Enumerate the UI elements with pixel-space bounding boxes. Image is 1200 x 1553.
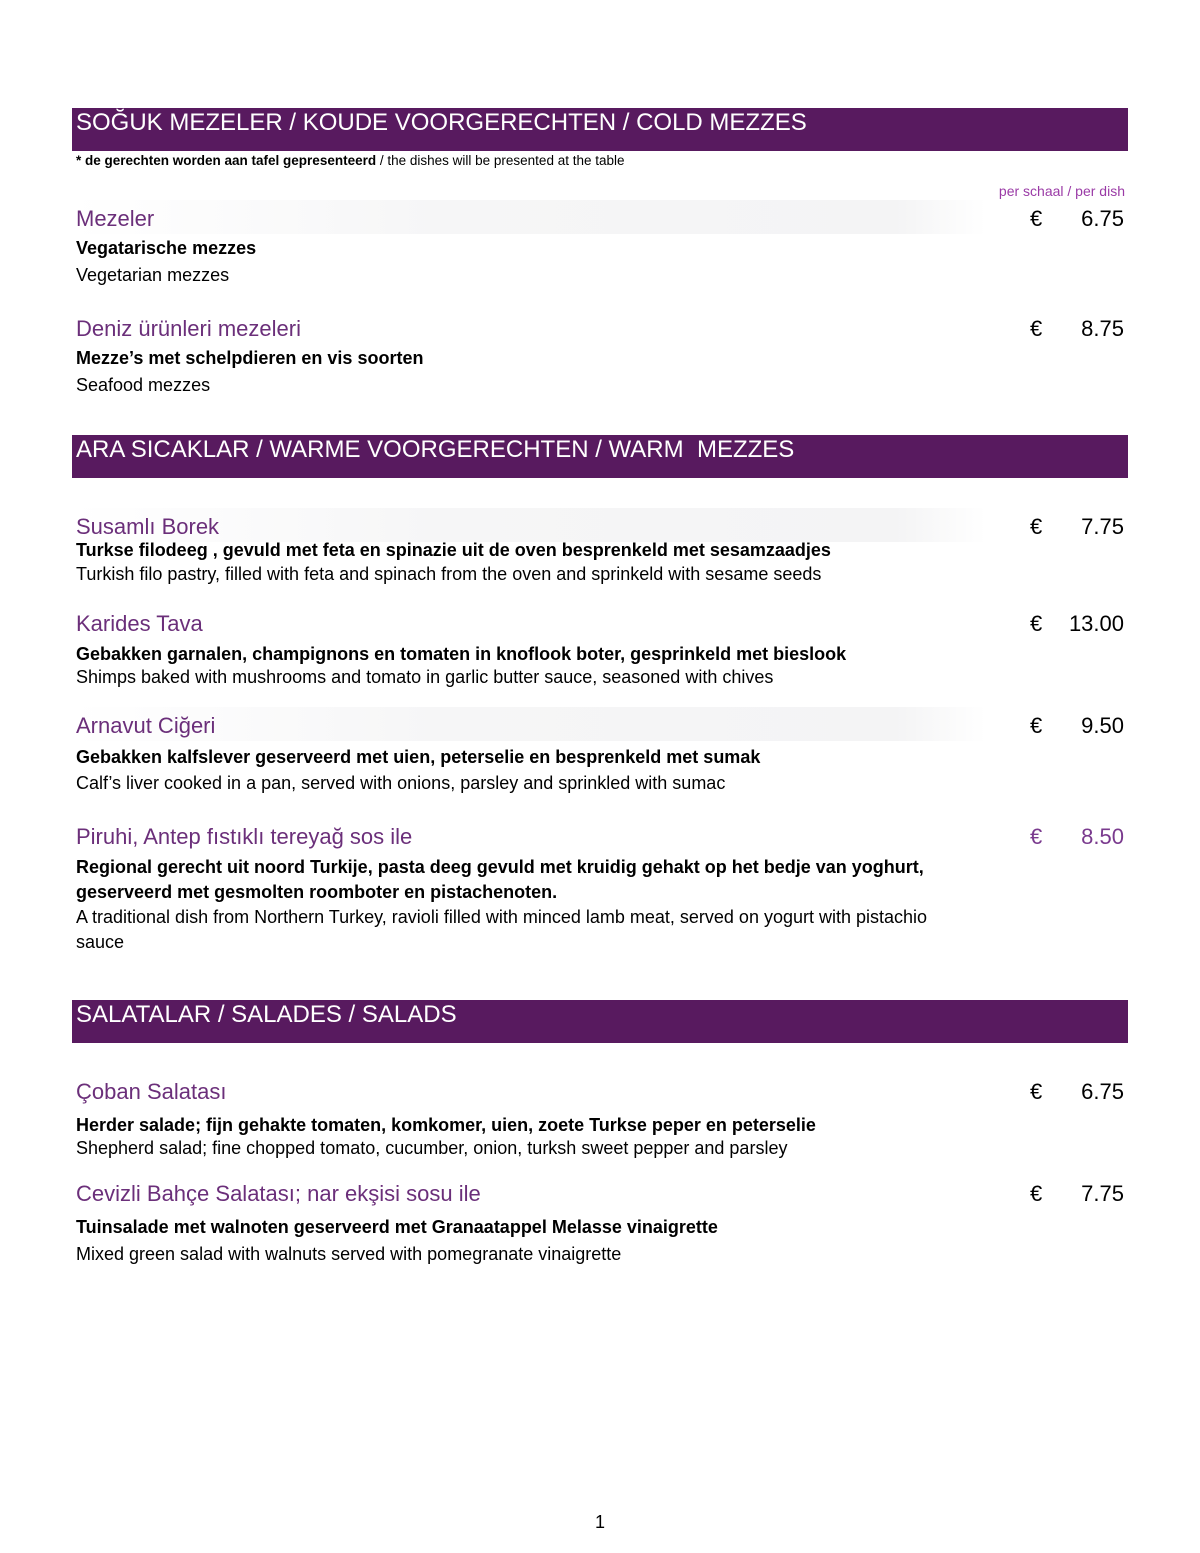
item-price: 7.75 [1081, 514, 1124, 539]
item-name: Arnavut Ciğeri [76, 713, 216, 738]
item-name: Piruhi, Antep fıstıklı tereyağ sos ile [76, 824, 413, 849]
currency-symbol: € [1030, 611, 1043, 636]
item-price: 8.50 [1081, 824, 1124, 849]
item-name: Susamlı Borek [76, 514, 220, 539]
item-name-shading [72, 200, 986, 234]
item-price: 6.75 [1081, 1079, 1124, 1104]
item-description-nl: Mezze’s met schelpdieren en vis soorten [76, 348, 424, 368]
currency-symbol: € [1030, 824, 1043, 849]
item-description-nl: Herder salade; fijn gehakte tomaten, komkomer, uien, zoete Turkse peper en peterselie [76, 1115, 816, 1135]
item-price: 7.75 [1081, 1181, 1124, 1206]
currency-symbol: € [1030, 1079, 1043, 1104]
currency-symbol: € [1030, 316, 1043, 341]
item-name: Deniz ürünleri mezeleri [76, 316, 301, 341]
item-name: Karides Tava [76, 611, 203, 636]
currency-symbol: € [1030, 1181, 1043, 1206]
item-description-en: A traditional dish from Northern Turkey, ravioli filled with minced lamb meat, served on yogurt with pistachio sauce [76, 907, 928, 952]
item-name: Çoban Salatası [76, 1079, 227, 1104]
item-price: 9.50 [1081, 713, 1124, 738]
section-header-salads: SALATALAR / SALADES / SALADS [72, 1000, 1128, 1043]
item-description-nl: Gebakken garnalen, champignons en tomaten in knoflook boter, gesprinkeld met bieslook [76, 644, 847, 664]
item-price: 13.00 [1068, 611, 1124, 636]
item-description-nl: Turkse filodeeg , gevuld met feta en spinazie uit de oven besprenkeld met sesamzaadjes [76, 540, 831, 560]
item-description-nl: Tuinsalade met walnoten geserveerd met Granaatappel Melasse vinaigrette [76, 1217, 718, 1237]
currency-symbol: € [1030, 713, 1043, 738]
item-description-nl: Vegatarische mezzes [76, 238, 257, 258]
item-description-en: Mixed green salad with walnuts served with pomegranate vinaigrette [76, 1244, 622, 1264]
presentation-note [76, 153, 625, 169]
item-description-en: Shimps baked with mushrooms and tomato in garlic butter sauce, seasoned with chives [76, 667, 774, 687]
item-description-en: Calf’s liver cooked in a pan, served with onions, parsley and sprinkled with sumac [76, 773, 726, 793]
item-description-en: Vegetarian mezzes [76, 265, 230, 285]
item-description-en: Turkish filo pastry, filled with feta and spinach from the oven and sprinkeld with sesame seeds [76, 564, 822, 584]
section-header-warm-mezzes: ARA SICAKLAR / WARME VOORGERECHTEN / WARM MEZZES [72, 435, 1128, 478]
item-description-en: Shepherd salad; fine chopped tomato, cucumber, onion, turksh sweet pepper and parsley [76, 1138, 788, 1158]
item-price: 6.75 [1081, 206, 1124, 231]
item-description-nl: Regional gerecht uit noord Turkije, pasta deeg gevuld met kruidig gehakt op het bedje van yoghurt, geserveerd met gesmolten roomboter en pistachenoten. [76, 857, 924, 902]
item-name: Mezeler [76, 206, 155, 231]
item-price: 8.75 [1081, 316, 1124, 341]
page-number: 1 [594, 1512, 605, 1532]
price-column-header: per schaal / per dish [998, 183, 1125, 199]
currency-symbol: € [1030, 514, 1043, 539]
currency-symbol: € [1030, 206, 1043, 231]
item-description-en: Seafood mezzes [76, 375, 211, 395]
note-bold: * de gerechten worden aan tafel gepresenteerd [76, 153, 377, 168]
note-rest: / the dishes will be presented at the table [376, 153, 625, 168]
section-header-cold-mezzes: SOĞUK MEZELER / KOUDE VOORGERECHTEN / COLD MEZZES [72, 108, 1128, 151]
item-name: Cevizli Bahçe Salatası; nar ekşisi sosu ile [76, 1181, 481, 1206]
item-description-nl: Gebakken kalfslever geserveerd met uien, peterselie en besprenkeld met sumak [76, 747, 761, 767]
